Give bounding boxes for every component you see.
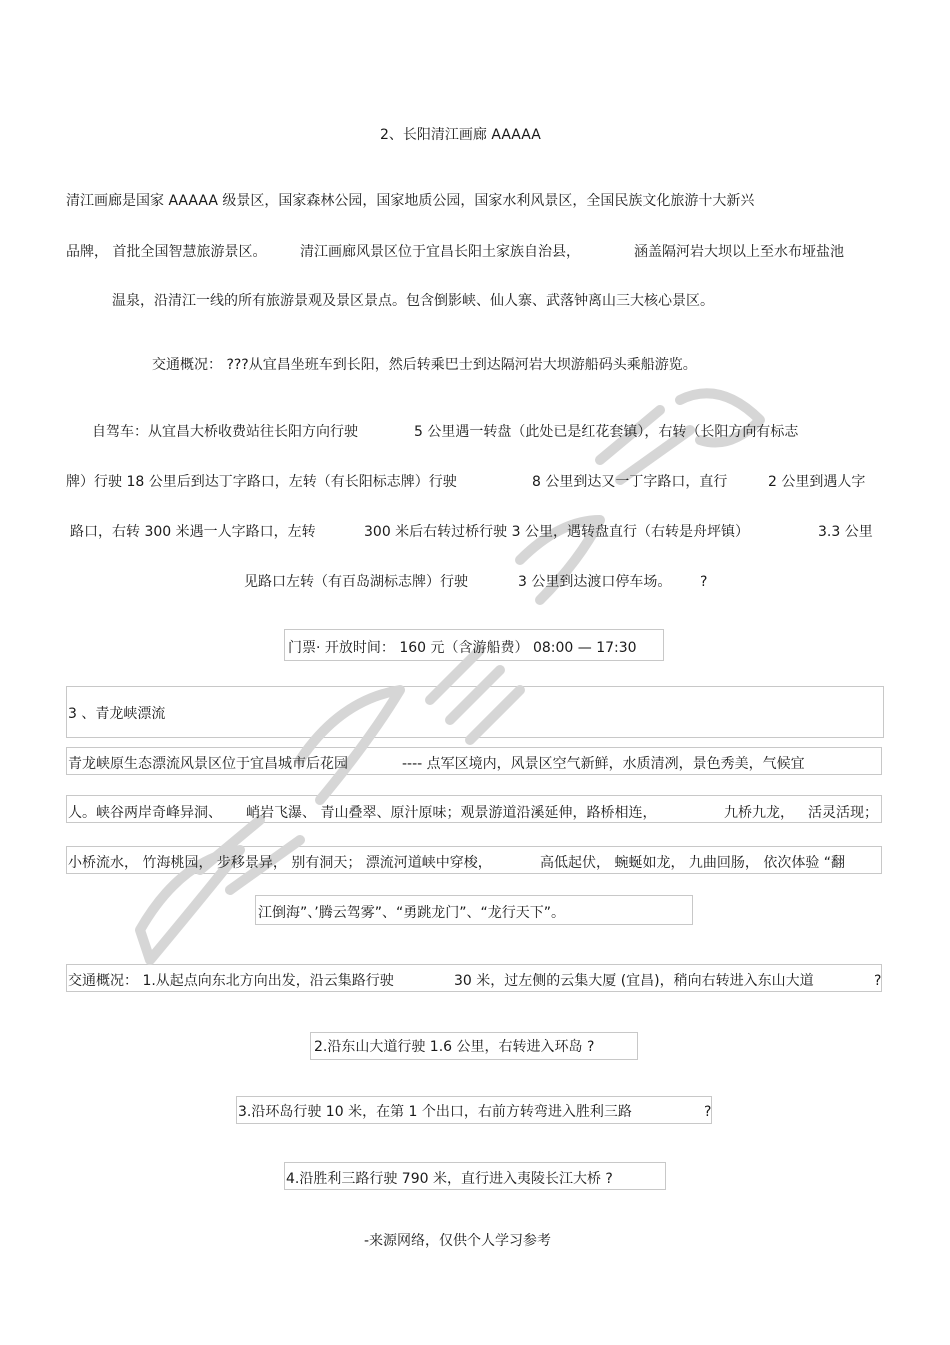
drive-line-2a: 牌）行驶 18 公里后到达丁字路口，左转（有长阳标志牌）行驶 xyxy=(66,474,457,490)
intro-line-2b: 清江画廊风景区位于宜昌长阳土家族自治县， xyxy=(300,244,580,260)
drive-line-3a: 路口，右转 300 米遇一人字路口，左转 xyxy=(70,524,316,540)
ticket-hours: 门票· 开放时间： 160 元（含游船费） 08:00 — 17:30 xyxy=(288,640,637,656)
qinglong-line-2d: 活灵活现； xyxy=(808,805,878,821)
drive-line-4b: 3 公里到达渡口停车场。 xyxy=(518,574,672,590)
intro-line-2c: 涵盖隔河岩大坝以上至水布垭盐池 xyxy=(634,244,844,260)
traffic2-line-1b: 30 米，过左侧的云集大厦 (宜昌)，稍向右转进入东山大道 xyxy=(454,973,814,989)
section-heading-changyang: 2、长阳清江画廊 AAAAA xyxy=(380,127,541,143)
traffic2-line-1c: ? xyxy=(874,973,882,989)
drive-line-2c: 2 公里到遇人字 xyxy=(768,474,866,490)
traffic2-step-2: 2.沿东山大道行驶 1.6 公里，右转进入环岛 ? xyxy=(314,1039,595,1055)
qinglong-line-2b: 峭岩飞瀑、 青山叠翠、原汁原味；观景游道沿溪延伸，路桥相连， xyxy=(246,805,657,821)
intro-line-1: 清江画廊是国家 AAAAA 级景区，国家森林公园，国家地质公园，国家水利风景区，全国民族文化旅游十大新兴 xyxy=(66,193,755,209)
qinglong-line-4: 江倒海”、’腾云驾雾”、“勇跳龙门”、“龙行天下”。 xyxy=(258,905,565,921)
intro-line-3: 温泉，沿清江一线的所有旅游景观及景区景点。包含倒影峡、仙人寨、武落钟离山三大核心景区。 xyxy=(112,293,714,309)
qinglong-line-1a: 青龙峡原生态漂流风景区位于宜昌城市后花园 xyxy=(68,756,348,772)
section-heading-qinglongxia: 3 、青龙峡漂流 xyxy=(68,706,166,722)
heading2-box xyxy=(66,686,884,738)
traffic2-step-3a: 3.沿环岛行驶 10 米，在第 1 个出口，右前方转弯进入胜利三路 xyxy=(238,1104,632,1120)
drive-line-3c: 3.3 公里 xyxy=(818,524,873,540)
qinglong-line-3a: 小桥流水， 竹海桃园， 步移景异， 别有洞天； 漂流河道峡中穿梭， xyxy=(68,855,492,871)
drive-line-4a: 见路口左转（有百岛湖标志牌）行驶 xyxy=(244,574,468,590)
drive-line-1a: 自驾车：从宜昌大桥收费站往长阳方向行驶 xyxy=(92,424,358,440)
qinglong-line-2c: 九桥九龙， xyxy=(724,805,794,821)
qinglong-line-2a: 人。峡谷两岸奇峰异洞、 xyxy=(68,805,222,821)
drive-line-2b: 8 公里到达又一丁字路口，直行 xyxy=(532,474,728,490)
source-footer: -来源网络，仅供个人学习参考 xyxy=(364,1233,552,1249)
traffic2-step-3b: ? xyxy=(704,1104,712,1120)
drive-line-1b: 5 公里遇一转盘（此处已是红花套镇），右转（长阳方向有标志 xyxy=(414,424,799,440)
traffic2-step-4: 4.沿胜利三路行驶 790 米，直行进入夷陵长江大桥 ? xyxy=(286,1171,613,1187)
qinglong-line-1b: ---- 点军区境内，风景区空气新鲜，水质清冽，景色秀美，气候宜 xyxy=(402,756,805,772)
traffic2-line-1a: 交通概况： 1.从起点向东北方向出发，沿云集路行驶 xyxy=(68,973,394,989)
qinglong-line-3b: 高低起伏， 蜿蜒如龙， 九曲回肠， 依次体验 “翻 xyxy=(540,855,846,871)
traffic-overview-1: 交通概况： ???从宜昌坐班车到长阳，然后转乘巴士到达隔河岩大坝游船码头乘船游览。 xyxy=(152,357,697,373)
drive-line-4c: ? xyxy=(700,574,708,590)
drive-line-3b: 300 米后右转过桥行驶 3 公里，遇转盘直行（右转是舟坪镇） xyxy=(364,524,749,540)
intro-line-2a: 品牌， 首批全国智慧旅游景区。 xyxy=(66,244,267,260)
